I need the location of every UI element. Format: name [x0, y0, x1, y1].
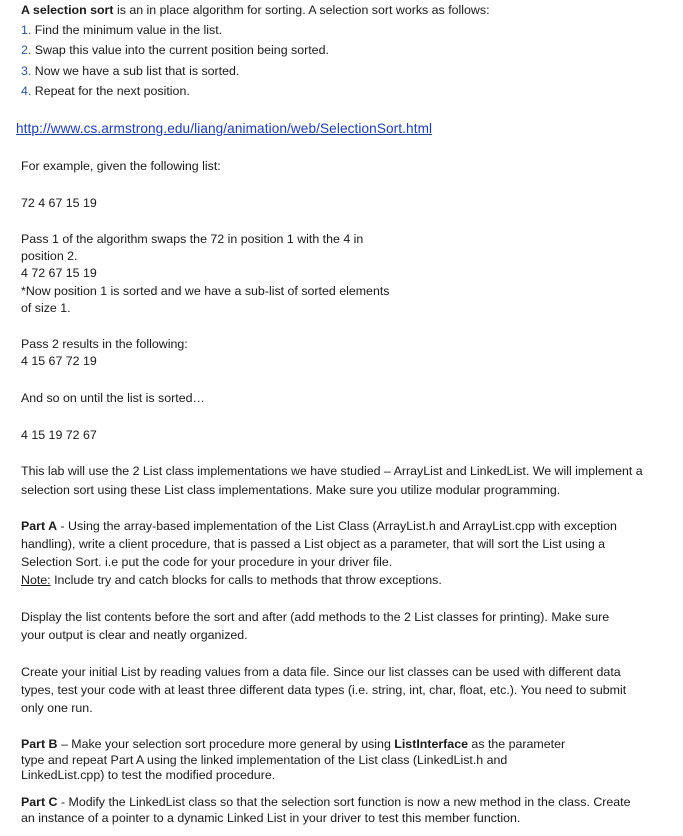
part-b-line	[21, 736, 565, 752]
pass2-text: Pass 2 results in the following:	[21, 337, 188, 351]
list-interface-term: ListInterface	[394, 737, 468, 751]
create-text: types, test your code with at least three different data types (i.e. string, int, char, float, etc.). You need to submit	[21, 683, 627, 697]
part-c-line	[21, 794, 631, 810]
pass1-text: Pass 1 of the algorithm swaps the 72 in position 1 with the 4 in	[21, 232, 364, 246]
sorted-note: of size 1.	[21, 301, 71, 315]
lab-text: selection sort using these List class implementations. Make sure you utilize modular programming.	[21, 483, 561, 497]
step-text: Find the minimum value in the list.	[34, 23, 223, 37]
note-label: Note:	[21, 573, 51, 587]
final-list: 4 15 19 72 67	[21, 428, 97, 442]
step-number: 4.	[21, 84, 32, 98]
pass2-result: 4 15 67 72 19	[21, 354, 97, 368]
step-text: Swap this value into the current position being sorted.	[34, 43, 329, 57]
part-b-text: as the parameter	[467, 737, 566, 751]
lab-text: This lab will use the 2 List class implementations we have studied – ArrayList and LinkedList. We will implement a	[21, 464, 643, 478]
intro-line	[21, 2, 490, 18]
part-a-line	[21, 518, 617, 534]
display-text: Display the list contents before the sort and after (add methods to the 2 List classes for printing). Make sure	[21, 610, 610, 624]
intro-bold: A selection sort	[21, 3, 114, 17]
create-text: Create your initial List by reading values from a data file. Since our list classes can be used with different data	[21, 665, 621, 679]
animation-link[interactable]: http://www.cs.armstrong.edu/liang/animation/web/SelectionSort.html	[16, 121, 433, 136]
intro-text: is an in place algorithm for sorting. A selection sort works as follows:	[113, 3, 490, 17]
part-a-text: Selection Sort. i.e put the code for your procedure in your driver file.	[21, 555, 393, 569]
part-a-note	[21, 572, 442, 588]
step-number: 3.	[21, 64, 32, 78]
step-number: 2.	[21, 43, 32, 57]
step-item	[21, 63, 239, 79]
part-c-text: - Modify the LinkedList class so that the selection sort function is now a new method in the class. Create	[57, 795, 631, 809]
pass1-result: 4 72 67 15 19	[21, 266, 97, 280]
step-number: 1.	[21, 23, 32, 37]
part-b-label: Part B	[21, 737, 58, 751]
part-a-text: - Using the array-based implementation of the List Class (ArrayList.h and ArrayList.cpp with exception	[57, 519, 617, 533]
example-list: 72 4 67 15 19	[21, 196, 97, 210]
step-item	[21, 22, 222, 38]
display-text: your output is clear and neatly organized.	[21, 628, 248, 642]
step-text: Now we have a sub list that is sorted.	[34, 64, 240, 78]
part-b-text: – Make your selection sort procedure more general by using	[57, 737, 395, 751]
part-c-text: an instance of a pointer to a dynamic Linked List in your driver to test this member function.	[21, 811, 521, 825]
step-text: Repeat for the next position.	[34, 84, 190, 98]
part-b-text: LinkedList.cpp) to test the modified procedure.	[21, 768, 276, 782]
part-b-text: type and repeat Part A using the linked implementation of the List class (LinkedList.h and	[21, 753, 508, 767]
create-text: only one run.	[21, 701, 93, 715]
sorted-note: *Now position 1 is sorted and we have a sub-list of sorted elements	[21, 284, 390, 298]
step-item	[21, 83, 190, 99]
part-c-label: Part C	[21, 795, 58, 809]
step-item	[21, 42, 329, 58]
and-so-on-text: And so on until the list is sorted…	[21, 391, 205, 405]
example-intro: For example, given the following list:	[21, 159, 221, 173]
pass1-text: position 2.	[21, 249, 78, 263]
note-text: Include try and catch blocks for calls to methods that throw exceptions.	[50, 573, 442, 587]
part-a-text: handling), write a client procedure, that is passed a List object as a parameter, that will sort the List using a	[21, 537, 606, 551]
part-a-label: Part A	[21, 519, 58, 533]
